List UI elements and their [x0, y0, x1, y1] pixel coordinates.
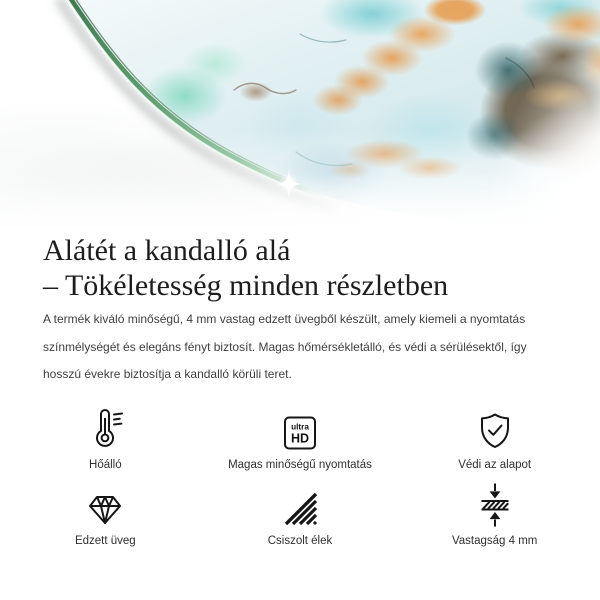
glass-edge — [0, 0, 600, 232]
feature-label: Csiszolt élek — [267, 534, 333, 547]
feature-label: Hőálló — [89, 458, 122, 471]
thickness-icon — [475, 481, 515, 527]
diamond-icon — [84, 481, 126, 527]
page-title-line1: Alátét a kandalló alá — [43, 234, 291, 267]
feature-thickness — [397, 481, 592, 548]
feature-protects-base — [397, 405, 592, 472]
feature-label: Védi az alapot — [458, 458, 532, 471]
ultra-hd-icon — [281, 405, 319, 451]
feature-heat-resistant — [8, 405, 203, 472]
thermometer-icon — [85, 405, 125, 451]
feature-tempered-glass — [8, 481, 203, 548]
shield-check-icon — [475, 405, 515, 451]
page-title-line2: – Tökéletesség minden részletben — [43, 269, 449, 302]
feature-label: Vastagság 4 mm — [451, 534, 538, 547]
sparkle-icon — [277, 169, 302, 199]
page-title — [43, 233, 600, 303]
feature-label: Magas minőségű nyomtatás — [228, 458, 372, 471]
product-description: A termék kiváló minőségű, 4 mm vastag edzett üvegből készült, amely kiemeli a nyomtatás színmélységét és elegáns fényt biztosít. Magas hőmérsékletálló, és védi a sérülésektől, így hosszú évekre biztosítja a kandalló körüli teret. — [43, 312, 527, 381]
feature-print-quality — [203, 405, 398, 472]
hero-product-image — [0, 0, 600, 232]
ultra-hd-badge-bottom: HD — [290, 431, 310, 445]
ultra-hd-badge-top: ultra — [291, 422, 309, 431]
feature-label: Edzett üveg — [74, 534, 136, 547]
feature-polished-edges — [203, 481, 398, 548]
polished-edges-icon — [281, 481, 319, 527]
features-grid — [8, 405, 592, 548]
